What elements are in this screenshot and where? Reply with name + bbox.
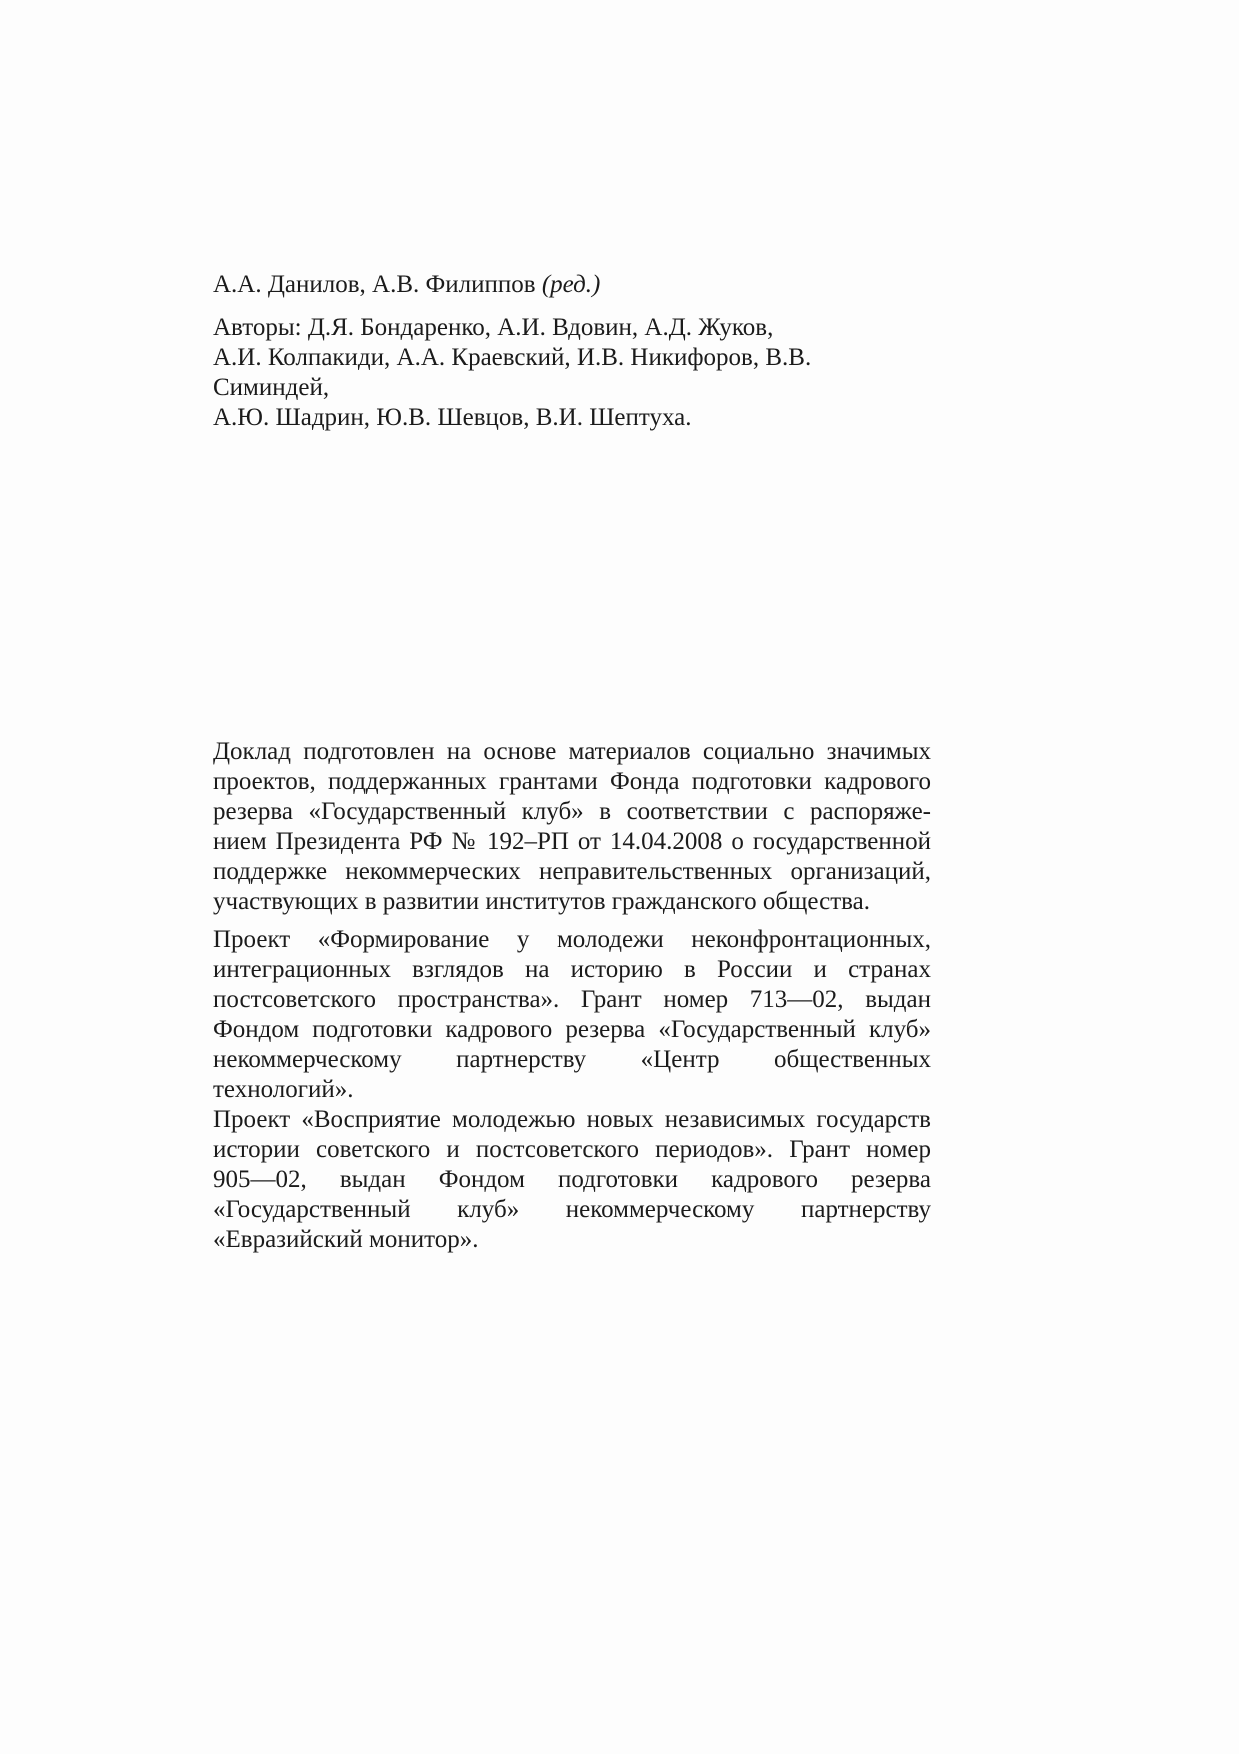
text-line: истории советского и постсоветского периодов». Грант номер <box>213 1136 931 1163</box>
paragraph-project-905 <box>213 1105 931 1255</box>
authors-block <box>213 313 931 433</box>
paragraph-grant-basis <box>213 737 931 917</box>
text-line: участвующих в развитии институтов гражданского общества. <box>213 888 870 915</box>
text-line: резерва «Государственный клуб» в соответствии с распоряже- <box>213 798 931 825</box>
text-column <box>213 0 931 1255</box>
editor-abbreviation: (ред.) <box>541 271 601 298</box>
text-line: 905—02, выдан Фондом подготовки кадрового резерва <box>213 1166 931 1193</box>
editor-line <box>213 270 931 300</box>
text-line: А.Ю. Шадрин, Ю.В. Шевцов, В.И. Шептуха. <box>213 404 692 431</box>
text-line: «Государственный клуб» некоммерческому партнерству <box>213 1196 931 1223</box>
text-line: Доклад подготовлен на основе материалов социально значимых <box>213 738 931 765</box>
text-line: некоммерческому партнерству «Центр общественных <box>213 1046 931 1073</box>
editor-names: А.А. Данилов, А.В. Филиппов <box>213 271 542 298</box>
text-line: А.И. Колпакиди, А.А. Краевский, И.В. Никифоров, В.В. Симиндей, <box>213 344 812 401</box>
text-line: технологий». <box>213 1076 354 1103</box>
text-line: интеграционных взглядов на историю в России и странах <box>213 956 931 983</box>
paragraph-project-713 <box>213 925 931 1105</box>
text-line: поддержке некоммерческих неправительственных организаций, <box>213 858 931 885</box>
text-line: Фондом подготовки кадрового резерва «Государственный клуб» <box>213 1016 931 1043</box>
text-line: проектов, поддержанных грантами Фонда подготовки кадрового <box>213 768 931 795</box>
text-line: Проект «Формирование у молодежи неконфронтационных, <box>213 926 931 953</box>
text-line: «Евразийский монитор». <box>213 1226 479 1253</box>
text-line: Авторы: Д.Я. Бондаренко, А.И. Вдовин, А.Д. Жуков, <box>213 314 774 341</box>
text-line: нием Президента РФ № 192–РП от 14.04.2008 о государственной <box>213 828 931 855</box>
text-line: Проект «Восприятие молодежью новых независимых государств <box>213 1106 931 1133</box>
text-line: постсоветского пространства». Грант номер 713—02, выдан <box>213 986 931 1013</box>
